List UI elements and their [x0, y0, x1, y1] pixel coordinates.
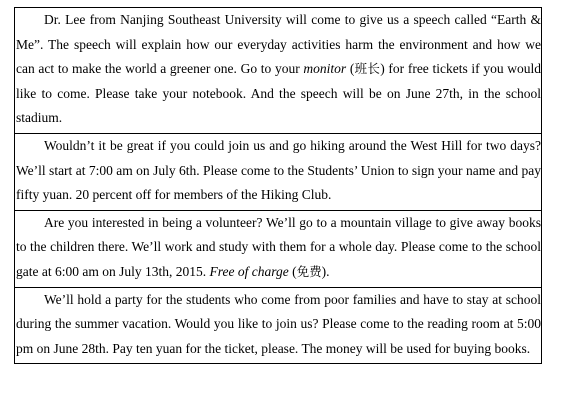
notice-party-text: We’ll hold a party for the students who come from poor families and have to stay at school during the summer vacation. Would you like to join us? Please come to the reading room at 5:00 pm on June 28th. Pay ten yuan for the ticket, please. The money will be used for buying books. [16, 291, 541, 356]
notice-cell [15, 210, 542, 287]
chinese-gloss: 班长 [354, 61, 381, 77]
notice-row-volunteer [15, 210, 542, 287]
chinese-gloss: 免费 [296, 263, 322, 279]
notice-volunteer-text [16, 211, 541, 287]
text-segment: ). [321, 263, 330, 279]
text-segment: ) for free tickets if you would like to come. Please take your notebook. And the speech will be on June 27th, in the school stadium. [16, 61, 541, 126]
text-segment: ( [288, 263, 297, 279]
notice-speech-text [16, 8, 541, 133]
text-segment: Are you interested in being a volunteer? We’ll go to a mountain village to give away books to the children there. We’ll work and study with them for a whole day. Please come to the school gate at 6:00 am on July 13th, 2015. [16, 214, 541, 279]
italic-term: Free of charge [209, 263, 289, 279]
text-segment: ( [346, 61, 355, 77]
italic-term: monitor [303, 61, 347, 77]
notice-cell [15, 287, 542, 364]
text-segment: Dr. Lee from Nanjing Southeast University will come to give us a speech called “Earth & Me”. The speech will explain how our everyday activities harm the environment and how we can act to make the world a greener one. Go to your [16, 12, 541, 77]
notice-row-hiking [15, 133, 542, 210]
notices-table [14, 7, 542, 364]
notice-cell [15, 8, 542, 134]
notice-row-party [15, 287, 542, 364]
notice-row-speech [15, 8, 542, 134]
notice-cell [15, 133, 542, 210]
notice-hiking-text: Wouldn’t it be great if you could join us and go hiking around the West Hill for two days? We’ll start at 7:00 am on July 6th. Please come to the Students’ Union to sign your name and pay fifty yuan. 20 percent off for members of the Hiking Club. [16, 137, 541, 203]
